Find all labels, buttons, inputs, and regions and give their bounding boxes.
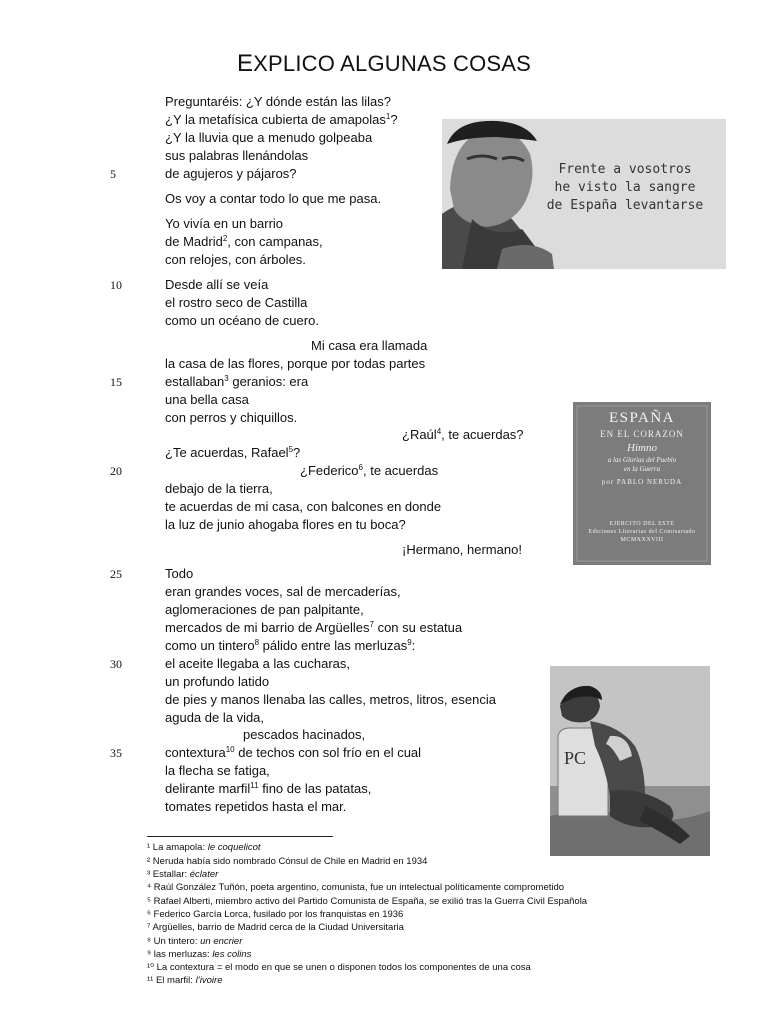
poem-line: Yo vivía en un barrio [165, 216, 284, 231]
footnote: ⁸ Un tintero: un encrier [147, 936, 243, 947]
neruda-portrait-image [442, 119, 726, 269]
poem-line: Mi casa era llamada [311, 338, 428, 353]
poem-line: pescados hacinados, [243, 727, 366, 742]
poem-line: eran grandes voces, sal de mercaderías, [165, 584, 401, 599]
poem-line: el rostro seco de Castilla [165, 295, 308, 310]
footnote: ⁷ Argüelles, barrio de Madrid cerca de la Ciudad Universitaria [147, 922, 404, 933]
poem-line: Os voy a contar todo lo que me pasa. [165, 191, 382, 206]
war-photo-graphic [550, 666, 710, 856]
poem-line: Preguntaréis: ¿Y dónde están las lilas? [165, 94, 391, 109]
photo-quote: Frente a vosotros he visto la sangre de España levantarse [546, 162, 704, 213]
poem-line: un profundo latido [165, 674, 270, 689]
poem-line: como un océano de cuero. [165, 313, 319, 328]
poem-line: con relojes, con árboles. [165, 252, 306, 267]
poem-line: tomates repetidos hasta el mar. [165, 799, 347, 814]
poem-title: EXPLICO ALGUNAS COSAS [236, 50, 532, 77]
poem-line: ¿Y la metafísica cubierta de amapolas$^1$? [165, 112, 398, 127]
poem-line: con perros y chiquillos. [165, 410, 298, 425]
line-number: 35 [110, 746, 122, 760]
book-cover-image: ESPAÑA EN EL CORAZON Himno a las Glorias del Pueblo en la Guerra por PABLO NERUDA EJERCITO DEL ESTE Ediciones Literarias del Comisariado MCMXXXVIII [573, 402, 711, 565]
poem-line: mercados de mi barrio de Argüelles$^7$ con su estatua [165, 620, 463, 635]
footnote: ¹⁰ La contextura = el modo en que se unen o disponen todos los componentes de una cosa [147, 962, 531, 973]
footnote: ³ Estallar: éclater [147, 869, 219, 880]
footnote: ¹ La amapola: le coquelicot [147, 842, 261, 853]
poem-line: ¡Hermano, hermano! [402, 542, 522, 557]
footnote: ² Neruda había sido nombrado Cónsul de Chile en Madrid en 1934 [147, 856, 428, 867]
poem-line: de Madrid$^2$, con campanas, [165, 234, 323, 249]
poem-line: como un tintero$^8$ pálido entre las merluzas$^9$: [165, 638, 416, 653]
line-number: 15 [110, 375, 122, 389]
poem-line: una bella casa [165, 392, 249, 407]
poem-line: la flecha se fatiga, [165, 763, 270, 778]
poem-line: contextura$^{10}$ de techos con sol frío en el cual [165, 745, 422, 760]
poem-line: debajo de la tierra, [165, 481, 273, 496]
poem-line: sus palabras llenándolas [165, 148, 309, 163]
poem-line: ¿Federico$^6$, te acuerdas [300, 463, 439, 478]
footnote: ¹¹ El marfil: l’ivoire [147, 975, 223, 986]
line-number: 30 [110, 657, 122, 671]
footnote-divider [147, 836, 333, 837]
line-number: 5 [110, 167, 116, 181]
footnote: ⁴ Raúl González Tuñón, poeta argentino, comunista, fue un intelectual políticamente comprometido [147, 882, 565, 893]
milestone-letters: PC [564, 748, 587, 768]
poem-line: aguda de la vida, [165, 710, 265, 725]
poem-line: Desde allí se veía [165, 277, 269, 292]
poem-line: te acuerdas de mi casa, con balcones en donde [165, 499, 442, 514]
footnote: ⁵ Rafael Alberti, miembro activo del Partido Comunista de España, se exilió tras la Guerra Civil Española [147, 896, 588, 907]
poem-line: de pies y manos llenaba las calles, metros, litros, esencia [165, 692, 496, 707]
poem-line: la luz de junio ahogaba flores en tu boca? [165, 517, 406, 532]
poem-line: delirante marfil$^{11}$ fino de las patatas, [165, 781, 372, 796]
poem-line: ¿Raúl$^4$, te acuerdas? [402, 427, 524, 442]
footnote: ⁶ Federico García Lorca, fusilado por los franquistas en 1936 [147, 909, 404, 920]
poem-line: ¿Y la lluvia que a menudo golpeaba [165, 130, 373, 145]
line-number: 10 [110, 278, 122, 292]
line-number: 25 [110, 567, 122, 581]
footnote: ⁹ las merluzas: les colins [147, 949, 252, 960]
civil-war-photo [550, 666, 710, 856]
line-number: 20 [110, 464, 122, 478]
poem-line: aglomeraciones de pan palpitante, [165, 602, 364, 617]
poem-line: Todo [165, 566, 194, 581]
poem-line: el aceite llegaba a las cucharas, [165, 656, 351, 671]
poem-line: la casa de las flores, porque por todas partes [165, 356, 426, 371]
poem-line: de agujeros y pájaros? [165, 166, 297, 181]
poem-line: estallaban$^3$ geranios: era [165, 374, 309, 389]
poem-line: ¿Te acuerdas, Rafael$^5$? [165, 445, 301, 460]
